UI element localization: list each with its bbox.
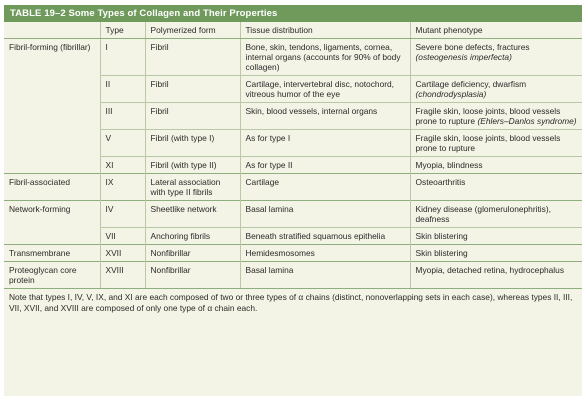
polymerized-form-cell: Sheetlike network: [145, 201, 240, 228]
mutant-phenotype-cell: [410, 228, 582, 245]
polymerized-form-cell: Fibril (with type II): [145, 157, 240, 174]
type-cell: V: [100, 130, 145, 157]
polymerized-form-cell: Fibril (with type I): [145, 130, 240, 157]
tissue-distribution-cell: As for type II: [240, 157, 410, 174]
type-cell: III: [100, 103, 145, 130]
table-row: [4, 39, 582, 76]
phenotype-text: Myopia, blindness: [415, 160, 483, 170]
phenotype-text: Cartilage deficiency, dwarfism: [415, 79, 527, 89]
disease-name: (Ehlers–Danlos syndrome): [477, 116, 577, 126]
phenotype-text: Osteoarthritis: [415, 177, 466, 187]
category-cell: Transmembrane: [4, 245, 100, 262]
table-body: [4, 39, 582, 289]
mutant-phenotype-cell: [410, 245, 582, 262]
category-cell: Network-forming: [4, 201, 100, 245]
tissue-distribution-cell: Beneath stratified squamous epithelia: [240, 228, 410, 245]
table-note: Note that types I, IV, V, IX, and XI are each composed of two or three types of α chains (distinct, nonoverlapping sets in each case), whereas types II, III, VII, XVII, and XVIII are composed of only one type of α chain each.: [4, 288, 582, 317]
disease-name: (chondrodysplasia): [415, 89, 487, 99]
header-row: [4, 22, 582, 39]
category-cell: Fibril-forming (fibrillar): [4, 39, 100, 174]
polymerized-form-cell: Fibril: [145, 39, 240, 76]
table-row: [4, 262, 582, 289]
mutant-phenotype-cell: [410, 76, 582, 103]
header-category: [4, 22, 100, 39]
tissue-distribution-cell: Cartilage: [240, 174, 410, 201]
tissue-distribution-cell: Skin, blood vessels, internal organs: [240, 103, 410, 130]
polymerized-form-cell: Fibril: [145, 103, 240, 130]
type-cell: XVIII: [100, 262, 145, 289]
mutant-phenotype-cell: [410, 262, 582, 289]
table-row: [4, 174, 582, 201]
table-row: [4, 201, 582, 228]
tissue-distribution-cell: Basal lamina: [240, 262, 410, 289]
polymerized-form-cell: Fibril: [145, 76, 240, 103]
header-type: Type: [100, 22, 145, 39]
phenotype-text: Kidney disease (glomerulonephritis), deafness: [415, 204, 551, 224]
table-title: TABLE 19–2 Some Types of Collagen and Their Properties: [4, 5, 582, 22]
polymerized-form-cell: Nonfibrillar: [145, 262, 240, 289]
type-cell: XVII: [100, 245, 145, 262]
polymerized-form-cell: Nonfibrillar: [145, 245, 240, 262]
phenotype-text: Fragile skin, loose joints, blood vessels prone to rupture: [415, 106, 561, 126]
tissue-distribution-cell: Basal lamina: [240, 201, 410, 228]
mutant-phenotype-cell: [410, 103, 582, 130]
header-tissue-distribution: Tissue distribution: [240, 22, 410, 39]
type-cell: XI: [100, 157, 145, 174]
polymerized-form-cell: Lateral association with type II fibrils: [145, 174, 240, 201]
category-cell: Fibril-associated: [4, 174, 100, 201]
phenotype-text: Skin blistering: [415, 231, 468, 241]
type-cell: II: [100, 76, 145, 103]
disease-name: (osteogenesis imperfecta): [415, 52, 512, 62]
type-cell: IX: [100, 174, 145, 201]
mutant-phenotype-cell: [410, 130, 582, 157]
type-cell: IV: [100, 201, 145, 228]
type-cell: I: [100, 39, 145, 76]
polymerized-form-cell: Anchoring fibrils: [145, 228, 240, 245]
tissue-distribution-cell: Hemidesmosomes: [240, 245, 410, 262]
type-cell: VII: [100, 228, 145, 245]
tissue-distribution-cell: Bone, skin, tendons, ligaments, cornea, internal organs (accounts for 90% of body collagen): [240, 39, 410, 76]
category-cell: Proteoglycan core protein: [4, 262, 100, 289]
mutant-phenotype-cell: [410, 39, 582, 76]
mutant-phenotype-cell: [410, 174, 582, 201]
phenotype-text: Fragile skin, loose joints, blood vessels prone to rupture: [415, 133, 561, 153]
phenotype-text: Myopia, detached retina, hydrocephalus: [415, 265, 565, 275]
table-row: [4, 245, 582, 262]
tissue-distribution-cell: Cartilage, intervertebral disc, notochord, vitreous humor of the eye: [240, 76, 410, 103]
phenotype-text: Skin blistering: [415, 248, 468, 258]
tissue-distribution-cell: As for type I: [240, 130, 410, 157]
header-polymerized-form: Polymerized form: [145, 22, 240, 39]
phenotype-text: Severe bone defects, fractures: [415, 42, 530, 52]
mutant-phenotype-cell: [410, 201, 582, 228]
collagen-table: [4, 22, 582, 288]
collagen-table-figure: [4, 5, 582, 396]
mutant-phenotype-cell: [410, 157, 582, 174]
header-mutant-phenotype: Mutant phenotype: [410, 22, 582, 39]
